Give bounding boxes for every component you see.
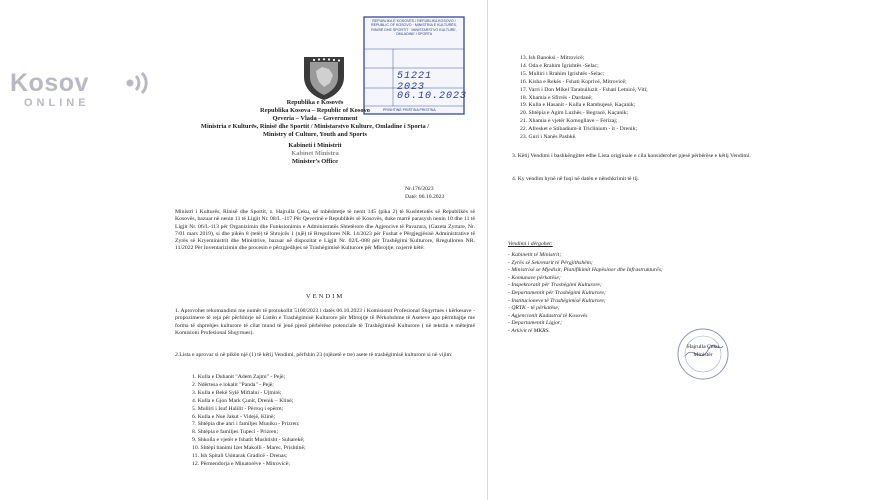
recipient-item: - Agjencionit Kadastral të Kosovës — [508, 312, 588, 319]
stamp-number: 51221 2023 — [397, 71, 433, 93]
header-line-5: Ministry of Culture, Youth and Sports — [262, 131, 368, 138]
header-line-7: Kabinet Ministra — [291, 150, 339, 157]
list-item: 23. Guri i Nanës Pashkë. — [520, 134, 577, 141]
list-item: 17. Varri i Don Mikel Tarabulluzit - Fshati Letnicë, Viti; — [520, 86, 648, 93]
recipient-item: - Ministrisë se Mjedisit, Planifikimit Hapësinor dhe Infrastrukturës; — [508, 267, 663, 274]
list-item: 22. Afresket e Stibadium-it Triclinium - it - Drenik; — [520, 126, 638, 133]
delivered-title: Vendimi i dërgohet: — [508, 241, 553, 247]
stamp-date: 06.10.2023 — [397, 91, 468, 102]
list-item: 15. Mulliri i Rrahim Igrishtës -Selac; — [520, 70, 605, 77]
kosovo-coat-of-arms-icon — [302, 55, 346, 101]
signature-role: Ministër — [693, 352, 713, 358]
list-item: 13. Ish Banoksi - Mitrovicë; — [520, 55, 585, 61]
page-divider — [487, 0, 488, 500]
header-line-8: Minister's Office — [292, 158, 338, 165]
recipient-item: - Departamentit Ligjor; — [508, 320, 563, 327]
header-line-1: Republika e Kosovës — [286, 99, 344, 106]
document-number: Nr.176/2023 — [405, 186, 434, 192]
recipient-item: - Kabinetit të Ministrit; — [508, 252, 562, 258]
point-3: 3. Këtij Vendimi i bashkëngjitet edhe Lista origjinale e cila konsiderohet pjesë përbërëse e këtij Vendimi. — [512, 153, 751, 159]
list-item: 10. Shtëpi banimi Izet Makolli - Marec, Prishtinë; — [192, 445, 306, 452]
list-item: 6. Kulla e Nue Jakut - Videjë, Klinë; — [192, 413, 276, 420]
delivered-list — [508, 252, 663, 336]
list-item: 20. Shtëpia e Agim Luzhës - Begracë, Kaçanik; — [520, 110, 629, 117]
header-line-6: Kabineti i Ministrit — [288, 142, 342, 149]
list-item: 1. Kulla e Duhanit "Adem Zajmi" - Pejë; — [192, 374, 286, 380]
broadcast-icon — [122, 72, 152, 94]
list-item: 8. Shtëpia e familjes Tupeci - Prizren; — [192, 429, 279, 436]
list-item: 14. Oda e Rrahim Igrishtës -Selac; — [520, 62, 599, 69]
list-item: 12. Përmendorja e Minatorëve - Mitrovicë; — [192, 460, 290, 467]
decision-title: VENDIM — [305, 293, 345, 300]
list-item: 11. Ish Spitali Ushtarak Gradicë - Drenas; — [192, 453, 288, 460]
recipient-item: - Zyrës së Sekretarit të Përgjithshëm; — [508, 259, 593, 266]
list-item: 19. Kulla e Hasanit - Kulla e Rambujesë, Kaçanik; — [520, 102, 636, 109]
recipient-item: - Arkivit të MKRS. — [508, 327, 550, 334]
intro-paragraph: Ministri i Kulturës, Rinisë dhe Sportit, z. Hajrulla Çeku, në mbështetje të nenit 145 (pika 2) të Kushtetutës së Republikës së Kosovës, bazuar në nenin 11 të Ligjit Nr. 08/L -117 Për Qeverinë e Republikës së Kosovës, duke marrë parasysh nenin 10 dhe 11 të Ligjit Nr. 06/L-113 për Organizimin dhe Funksionimin e Administratës Shtetërore dhe Agjencive të Pavarura, (Gazeta Zyrtare, Nr. 7/01 mars 2019), si dhe pikën 8 (tetë) të Shtojcës 1 (një) të Rregullores NR. 14/2023 për Fushat e Përgjegjësisë Administrative të Zyrës së Kryeministrit dhe Ministrive, bazuar në dispozitat e Ligjit Nr. 02/L-088 për Trashëgimi Kulturore, Rregulloren NR. 11/2022 Për Inventarizimin dhe procesin e përzgjedhjes së Trashëgimisë Kulturore për Mbrojtje, nxjerrë këtë: — [175, 209, 475, 252]
point-1: 1. Aprovohet rekomandimi me numër të protokollit 5100/2023 i datës 06.10.2023 i Komisionit Profesional Shqyrtues i kërkesave - propozimeve të reja për përfshirje në Listën e Trashëgimisë Kulturore për Mbrojtje të Përkohshme të Aseteve apo përmbajtje me forma të shprehjes kulturore të cilat mund të jenë pjesë përbërëse potenciale të Trashëgimisë Kulturore ( në tekstin e mëtejmë Komisioni Profesional Shqyrtues). — [175, 308, 475, 336]
watermark-subtitle: ONLINE — [24, 97, 90, 109]
recipient-item: - Institucioneve të Trashëgimisë Kulturore; — [508, 297, 606, 304]
header-line-3: Qeveria – Vlada – Government — [272, 115, 358, 122]
kosovo-online-watermark — [10, 70, 150, 112]
header-line-2: Republika Kosova – Republic of Kosovo — [260, 107, 370, 114]
document-header — [145, 99, 485, 166]
list-item: 3. Kulla e Bekë Sylë Miftalui - Ujmirë; — [192, 389, 282, 396]
recipient-item: - Departamentit për Trashëgimi Kulturore; — [508, 289, 606, 296]
point-4: 4. Ky vendim hynë në fuqi në datën e nënshkrimit të tij. — [512, 176, 640, 182]
list-item: 18. Xhamia e Sfirrës - Dardanë; — [520, 94, 593, 101]
header-line-4: Ministria e Kulturës, Rinisë dhe Sportit / Ministarstvo Kulture, Omladine i Sporta / — [200, 123, 430, 130]
point-2: 2.Lista e aprovar si në pikën një (1) të këtij Vendimi, përfshin 23 (njëzetë e tre) asete të trashëgimisë kulturore si në vijim: — [175, 352, 453, 358]
stamp-footer: PRISHTINË PRIŠTINA PRISTINA — [383, 108, 436, 112]
list-item: 9. Shkolla e vjetër e fshatit Mushtisht - Suharekë; — [192, 437, 305, 444]
recipient-item: - Komunave përkatëse; — [508, 274, 561, 281]
heritage-list-left — [192, 374, 306, 469]
document-date: Datë: 06.10.2023 — [405, 194, 445, 200]
recipient-item: - QRTK - të përkatëse; — [508, 305, 560, 312]
list-item: 2. Ndërtesa e lokalit "Panda" - Pejë; — [192, 381, 274, 388]
list-item: 5. Mulliri i Isuf Halilit - Përroq i epërm; — [192, 405, 284, 412]
list-item: 16. Kisha e Rekës - Fshati Koprivë, Mitrovicë; — [520, 78, 627, 85]
heritage-list-right — [520, 55, 648, 142]
list-item: 21. Xhamia e vjetër Komogllave – Ferizaj; — [520, 118, 618, 125]
signature-name: Hajrulla Çeku — [686, 344, 720, 350]
recipient-item: - Inspektoratit për Trashëgimi Kulturore; — [508, 282, 602, 289]
watermark-title: Kosov — [10, 69, 89, 97]
list-item: 4. Kulla e Gjon Mark Çunit, Drenik – Klinë; — [192, 397, 294, 404]
list-item: 7. Shtëpia dhe ahri i familjes Muniku - Prizren; — [192, 421, 300, 428]
stamp-header: REPUBLIKA E KOSOVËS / REPUBLIKA KOSOVO / REPUBLIC OF KOSOVO · MINISTRIA E KULTURËS, RINISË DHE SPORTIT · MINISTARSTVO KULTURE, OMLADINE I SPORTA — [371, 19, 457, 37]
